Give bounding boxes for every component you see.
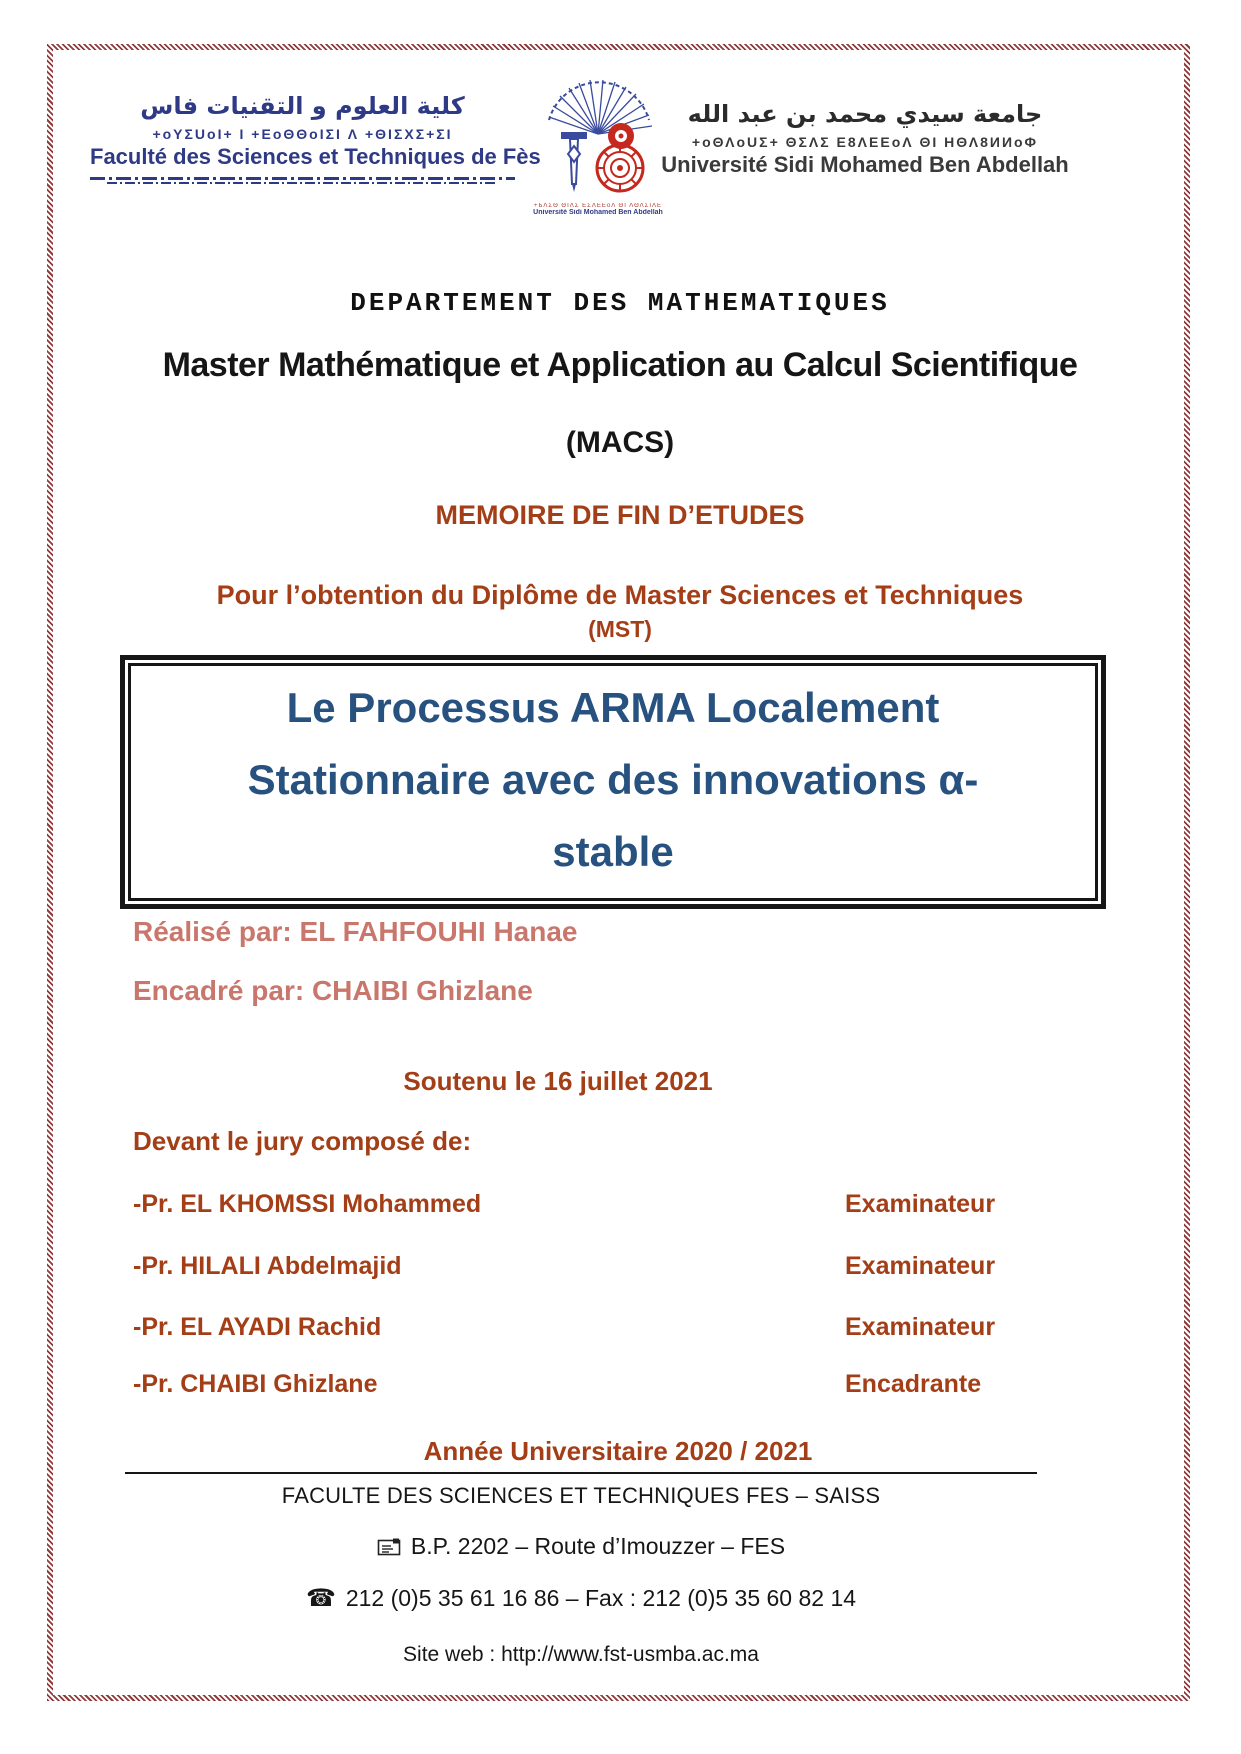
academic-year: Année Universitaire 2020 / 2021 — [423, 1436, 813, 1466]
logo-caption-tifinagh: +ЬΛΣΘ ΘΙΛΣ ΕΣΛΕΕoΛ ΘΙ ΛΘΛΣΙΛΕ — [533, 203, 663, 209]
jury-heading: Devant le jury composé de: — [133, 1126, 472, 1156]
jury-member-name: -Pr. EL KHOMSSI Mohammed — [133, 1190, 482, 1218]
supervisor-line: Encadré par: CHAIBI Ghizlane — [133, 975, 533, 1006]
university-logo — [533, 80, 663, 216]
diploma-abbreviation: (MST) — [588, 616, 652, 642]
dash-dot-divider2 — [107, 182, 498, 184]
university-seal-icon — [537, 80, 659, 198]
university-french-title: Université Sidi Mohamed Ben Abdellah — [661, 152, 1069, 177]
website-line: Site web : http://www.fst-usmba.ac.ma — [403, 1643, 759, 1666]
phone-line — [125, 1584, 1037, 1612]
jury-row — [133, 1252, 1123, 1281]
phone-icon: ☎ — [305, 1584, 336, 1612]
faculty-footer-line: FACULTE DES SCIENCES ET TECHNIQUES FES – SAISS — [281, 1483, 881, 1508]
phone-text: 212 (0)5 35 61 16 86 – Fax : 212 (0)5 35 60 82 14 — [345, 1585, 857, 1611]
jury-member-role: Examinateur — [845, 1313, 996, 1341]
university-tifinagh-title: +oΘΛoUΣ+ ΘΣΛΣ Е8ΛЕЕoΛ ΘI ΗΘΛ8ИИoΦ — [691, 134, 1039, 150]
thesis-title-box — [120, 655, 1106, 909]
department-title: DEPARTEMENT DES MATHEMATIQUES — [350, 288, 890, 318]
thesis-title: Le Processus ARMA Localement Stationnaire avec des innovations α-stable — [247, 684, 979, 875]
faculty-french-title: Faculté des Sciences et Techniques de Fès — [90, 144, 541, 169]
jury-member-name: -Pr. CHAIBI Ghizlane — [133, 1370, 378, 1398]
master-abbreviation: (MACS) — [565, 426, 675, 459]
footer-divider — [125, 1472, 1037, 1474]
thesis-title-box-inner — [128, 663, 1098, 901]
jury-row — [133, 1190, 1123, 1219]
university-arabic-title: جامعة سيدي محمد بن عبد الله — [687, 100, 1043, 128]
author-line: Réalisé par: EL FAHFOUHI Hanae — [133, 916, 578, 947]
header-right-block — [650, 100, 1080, 178]
jury-member-role: Examinateur — [845, 1252, 996, 1280]
jury-row — [133, 1370, 1123, 1399]
address-line — [125, 1533, 1037, 1560]
dash-dot-divider — [90, 177, 515, 180]
faculty-arabic-title: كلية العلوم و التقنيات فاس — [140, 92, 465, 120]
jury-member-role: Encadrante — [845, 1370, 982, 1398]
jury-member-name: -Pr. HILALI Abdelmajid — [133, 1252, 402, 1280]
jury-row — [133, 1313, 1123, 1342]
jury-member-role: Examinateur — [845, 1190, 996, 1218]
jury-member-name: -Pr. EL AYADI Rachid — [133, 1313, 382, 1341]
memoir-heading: MEMOIRE DE FIN D’ETUDES — [435, 500, 805, 530]
faculty-tifinagh-title: +oYΣUoI+ I +ЕoΘΘoIΣI Λ +ΘIΣXΣ+ΣI — [152, 126, 453, 142]
header-left-block — [90, 92, 541, 184]
master-program-title: Master Mathématique et Application au Calcul Scientifique — [162, 346, 1078, 384]
defense-date: Soutenu le 16 juillet 2021 — [403, 1066, 713, 1096]
address-text: B.P. 2202 – Route d’Imouzzer – FES — [410, 1533, 786, 1559]
diploma-purpose-line: Pour l’obtention du Diplôme de Master Sciences et Techniques — [216, 580, 1024, 610]
envelope-icon — [377, 1533, 401, 1559]
logo-caption-text: Université Sidi Mohamed Ben Abdellah — [533, 209, 663, 216]
